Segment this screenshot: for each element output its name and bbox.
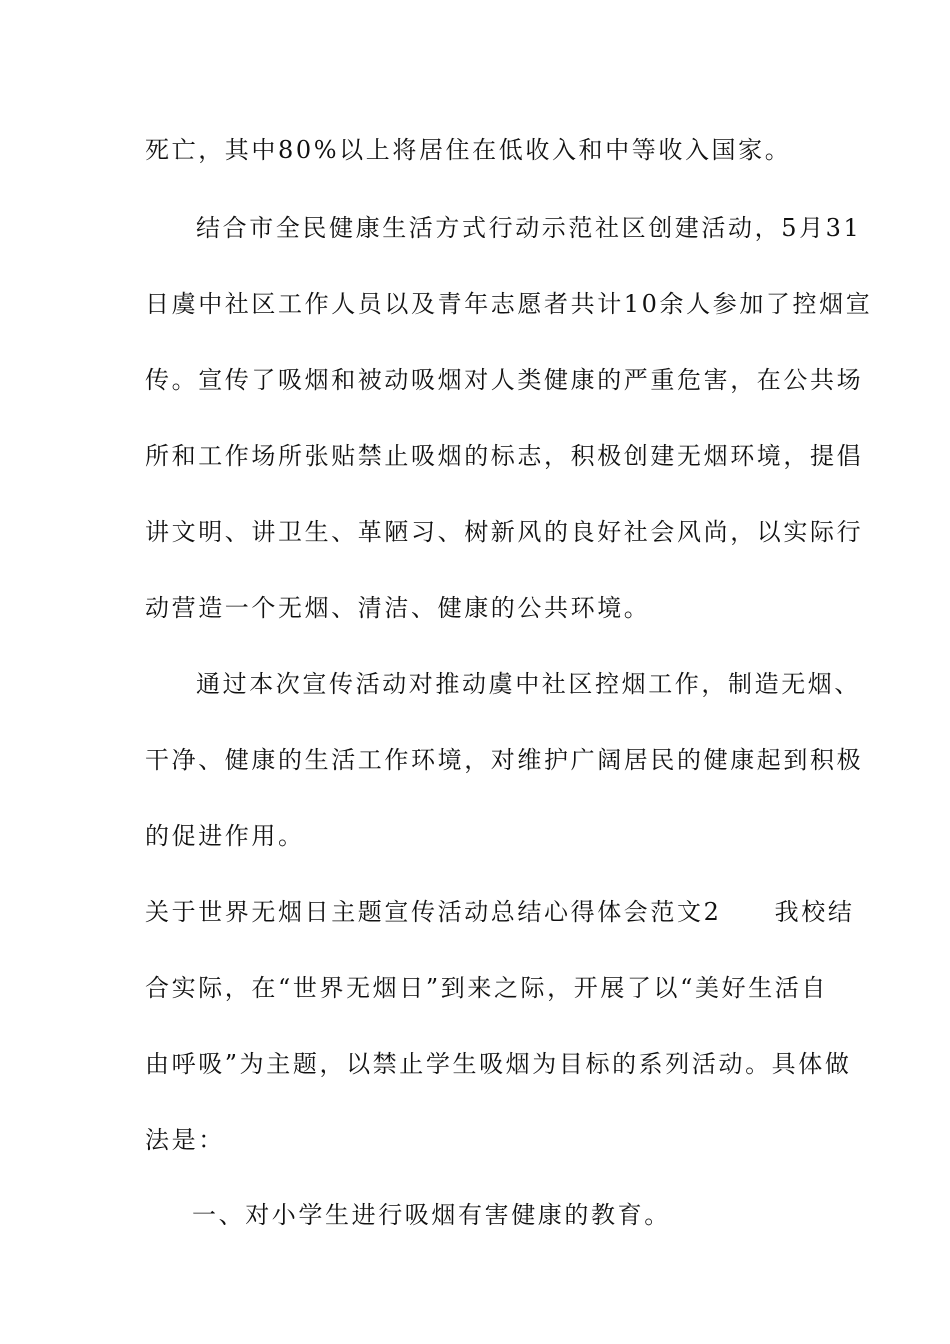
text-line: 关于世界无烟日主题宣传活动总结心得体会范文2 我校结 (145, 898, 855, 926)
text-line: 合实际，在“世界无烟日”到来之际，开展了以“美好生活自 (145, 974, 829, 1002)
text-line: 死亡，其中80%以上将居住在低收入和中等收入国家。 (145, 136, 792, 164)
text-line: 通过本次宣传活动对推动虞中社区控烟工作，制造无烟、 (196, 670, 861, 698)
text-line: 讲文明、讲卫生、革陋习、树新风的良好社会风尚，以实际行 (145, 518, 864, 546)
text-line: 结合市全民健康生活方式行动示范社区创建活动，5月31 (196, 214, 862, 242)
text-line: 干净、健康的生活工作环境，对维护广阔居民的健康起到积极 (145, 746, 864, 774)
text-line: 法是： (145, 1126, 225, 1154)
text-line: 动营造一个无烟、清洁、健康的公共环境。 (145, 594, 651, 622)
text-line: 由呼吸”为主题，以禁止学生吸烟为目标的系列活动。具体做 (145, 1050, 852, 1078)
text-line: 的促进作用。 (145, 822, 305, 850)
text-line: 传。宣传了吸烟和被动吸烟对人类健康的严重危害，在公共场 (145, 366, 864, 394)
list-item: 一、对小学生进行吸烟有害健康的教育。 (192, 1201, 671, 1229)
text-line: 日虞中社区工作人员以及青年志愿者共计10余人参加了控烟宣 (145, 290, 873, 318)
text-line: 所和工作场所张贴禁止吸烟的标志，积极创建无烟环境，提倡 (145, 442, 864, 470)
